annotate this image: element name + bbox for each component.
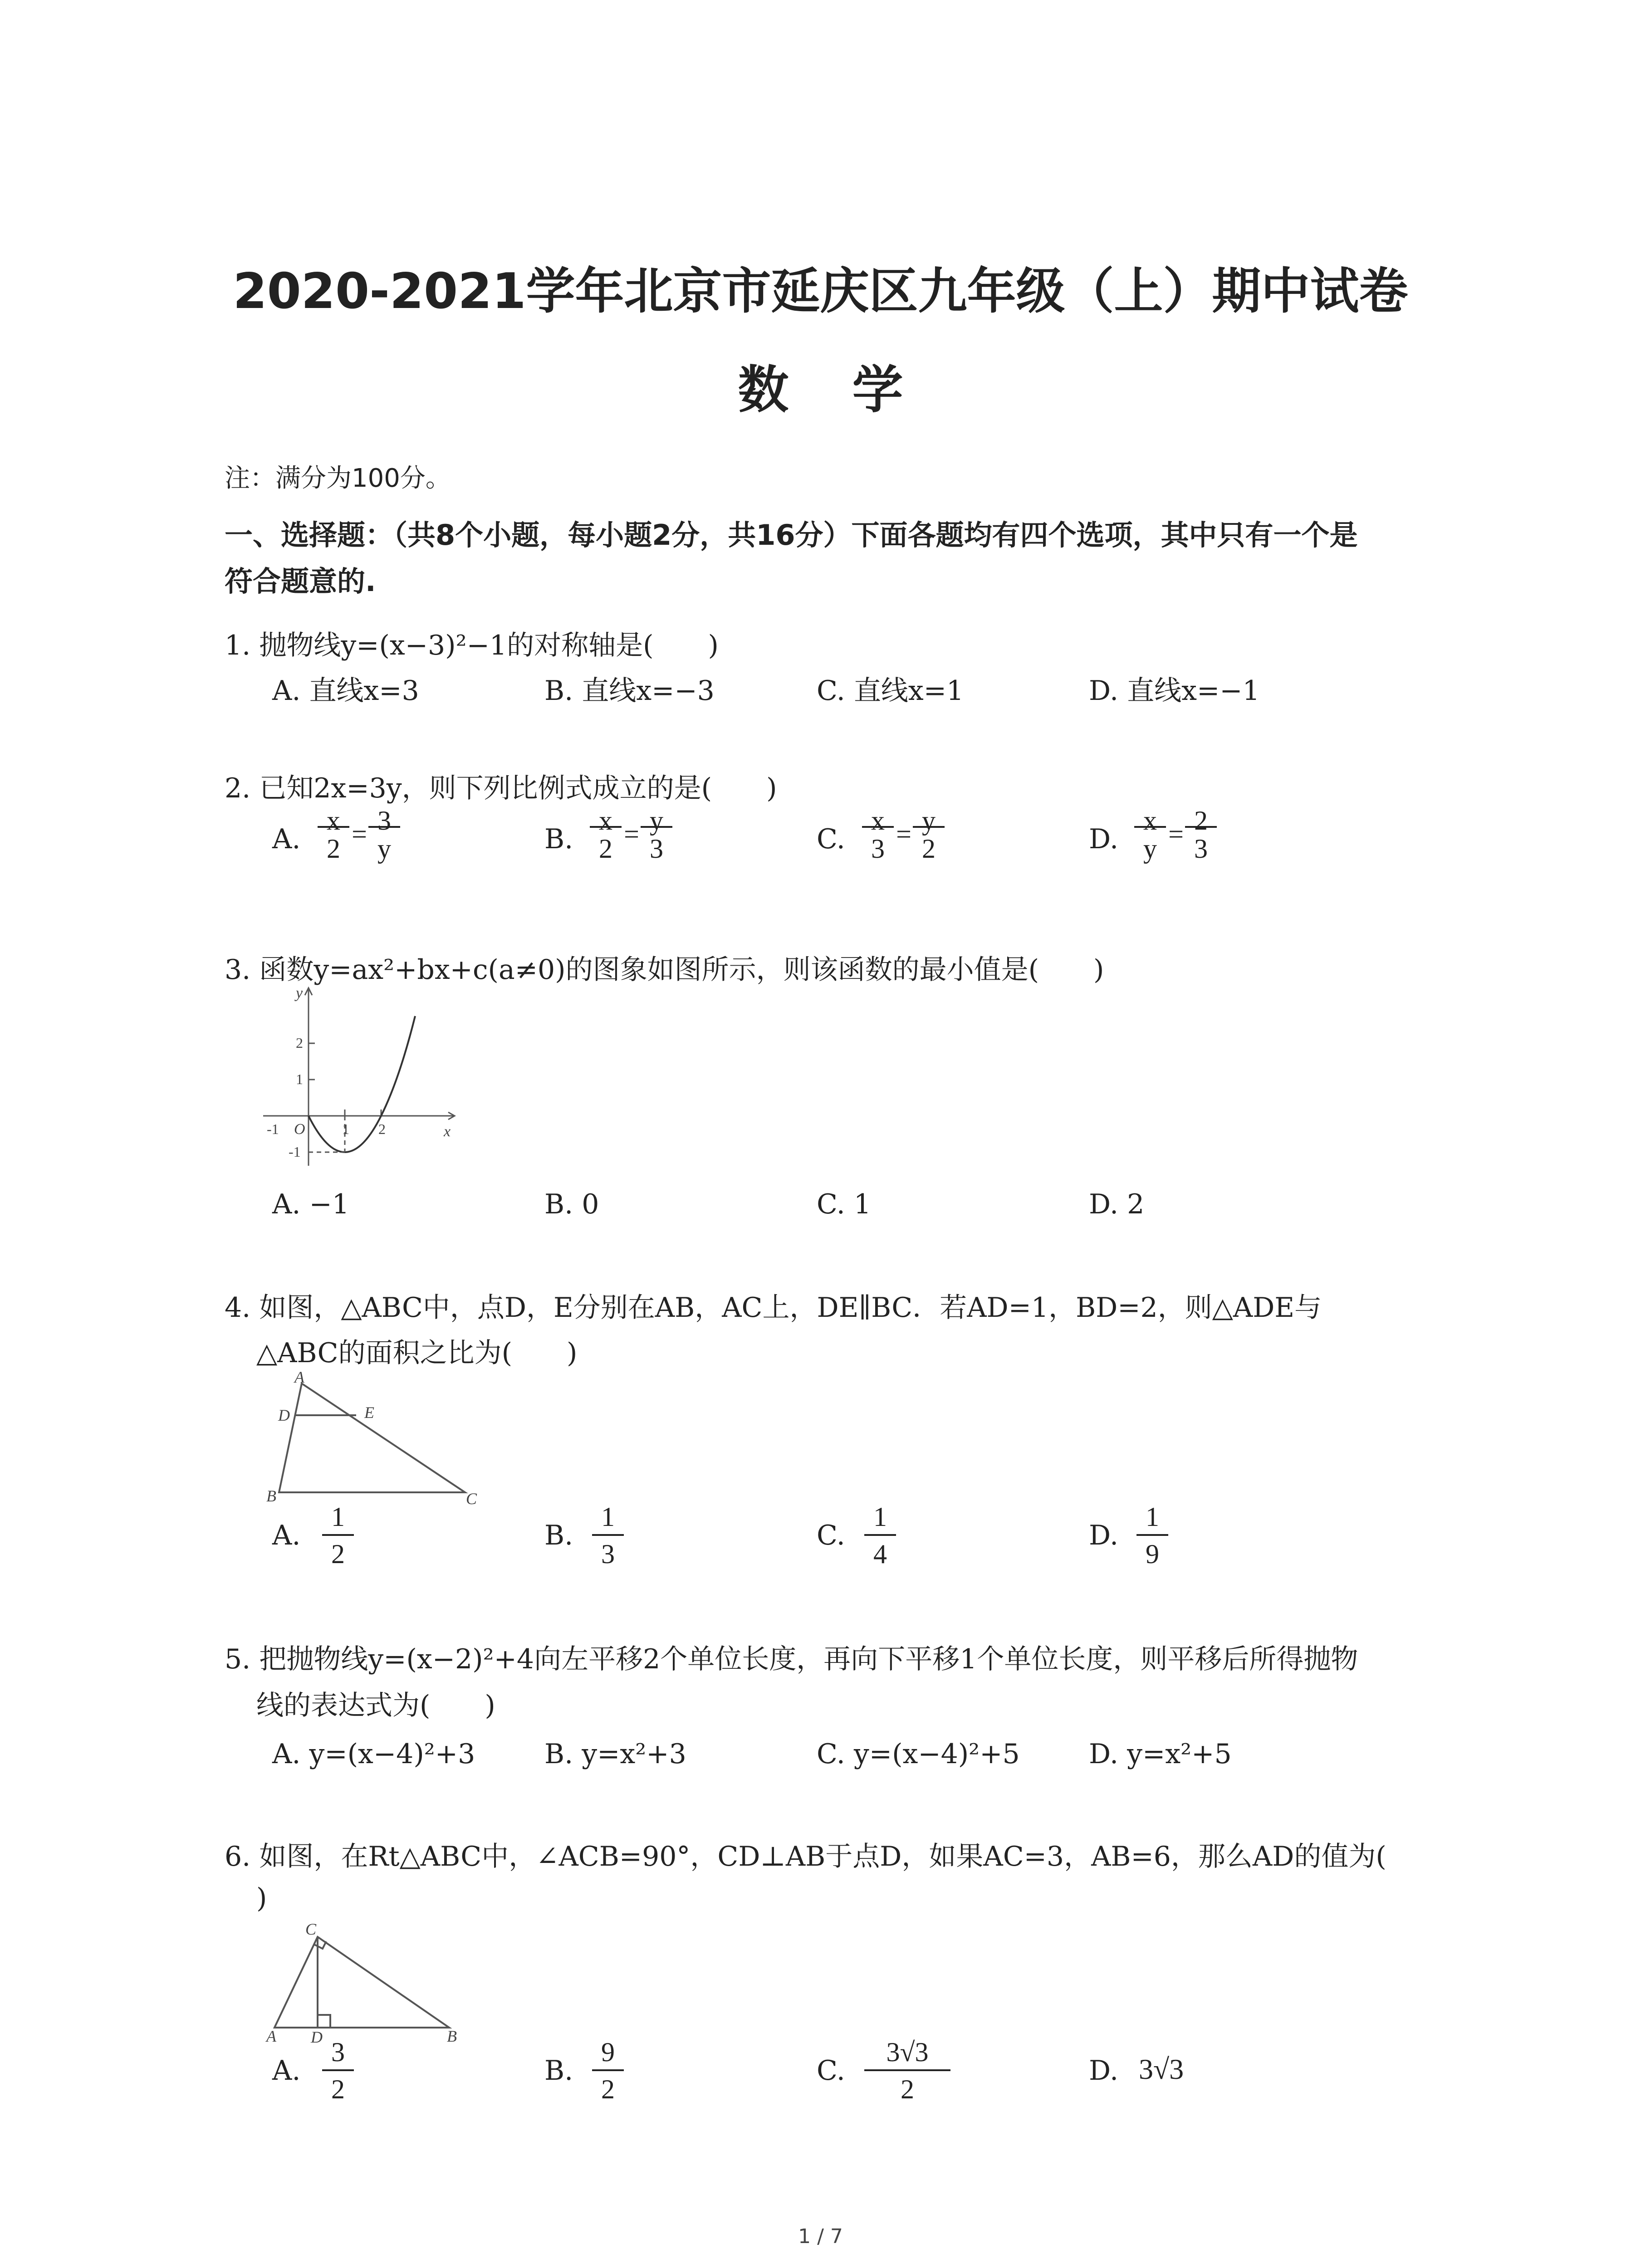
q4-option-d-fraction <box>1136 1501 1168 1569</box>
fraction-numerator: 1 <box>873 1502 887 1532</box>
q4-option-c-letter: C. <box>817 1520 845 1551</box>
q1-option-a: A. 直线x=3 <box>272 675 419 707</box>
q3-option-a: A. −1 <box>272 1188 349 1220</box>
fraction-bar <box>368 826 400 828</box>
q4-stem-line1: 4. 如图，△ABC中，点D，E分别在AB，AC上，DE∥BC．若AD=1，BD=2，则△ADE与 <box>225 1292 1322 1324</box>
page-number: 1 / 7 <box>798 2225 843 2248</box>
q4-option-c-fraction <box>864 1501 896 1569</box>
fraction-numerator: x <box>871 806 885 836</box>
q2-option-c-equation <box>862 805 948 887</box>
fraction-numerator: x <box>327 806 340 836</box>
q6-right-triangle-figure <box>265 1921 465 2043</box>
fraction-denominator: 3 <box>650 834 663 864</box>
q5-option-c: C. y=(x−4)²+5 <box>817 1738 1020 1770</box>
fraction-denominator: 4 <box>873 1539 887 1569</box>
fraction-numerator: 3 <box>377 806 391 836</box>
q1-option-c: C. 直线x=1 <box>817 675 964 707</box>
q2-option-d-equation <box>1134 805 1220 887</box>
q6-option-b-fraction <box>592 2037 624 2105</box>
q3-stem: 3. 函数y=ax²+bx+c(a≠0)的图象如图所示，则该函数的最小值是( ) <box>225 954 1104 986</box>
fraction-bar <box>1136 1534 1168 1536</box>
x-axis-label: x <box>444 1123 451 1140</box>
fraction-denominator: 2 <box>901 2074 914 2104</box>
x-tick-label-2: 2 <box>378 1121 386 1137</box>
triangle-abc <box>274 1937 449 2028</box>
q5-option-a: A. y=(x−4)²+3 <box>272 1738 475 1770</box>
fraction-denominator: 3 <box>871 834 885 864</box>
fraction-denominator: y <box>1143 834 1157 864</box>
vertex-c-label: C <box>305 1921 317 1938</box>
fraction-denominator: 2 <box>331 2074 345 2104</box>
fraction-numerator: 1 <box>1146 1502 1159 1532</box>
q6-option-c-fraction <box>864 2037 950 2105</box>
equals-sign: = <box>352 819 367 849</box>
fraction-bar <box>592 1534 624 1536</box>
q4-option-a-letter: A. <box>272 1520 301 1551</box>
y-tick-label-2: 2 <box>296 1035 303 1051</box>
fraction-bar <box>641 826 672 828</box>
q2-option-d-letter: D. <box>1089 823 1119 855</box>
x-tick-label-1: 1 <box>342 1121 349 1137</box>
fraction-numerator: y <box>922 806 936 836</box>
q3-option-d: D. 2 <box>1089 1188 1145 1220</box>
q3-parabola-graph <box>259 980 463 1170</box>
right-angle-mark-d <box>318 2015 330 2028</box>
fraction-bar <box>318 826 349 828</box>
q4-option-b-letter: B. <box>544 1520 573 1551</box>
fraction-denominator: 3 <box>601 1539 615 1569</box>
section-heading-line2: 符合题意的. <box>225 565 376 598</box>
fraction-bar <box>322 2069 354 2071</box>
equals-sign: = <box>1168 819 1184 849</box>
point-d-label: D <box>311 2028 323 2043</box>
q6-option-a-fraction <box>322 2037 354 2105</box>
fraction-bar <box>1185 826 1217 828</box>
triangle-abc <box>279 1383 465 1492</box>
fraction-bar <box>592 2069 624 2071</box>
q1-option-b: B. 直线x=−3 <box>544 675 715 707</box>
fraction-numerator: 9 <box>601 2037 615 2067</box>
score-note: 注：满分为100分。 <box>225 464 451 493</box>
fraction-bar <box>913 826 945 828</box>
x-tick-label-neg1: -1 <box>267 1121 279 1137</box>
fraction-denominator: 2 <box>599 834 612 864</box>
vertex-b-label: B <box>266 1487 276 1505</box>
q2-stem: 2. 已知2x=3y，则下列比例式成立的是( ) <box>225 772 777 804</box>
fraction-bar <box>322 1534 354 1536</box>
q6-option-b-letter: B. <box>544 2055 573 2087</box>
fraction-bar <box>864 2069 950 2071</box>
q1-option-d: D. 直线x=−1 <box>1089 675 1260 707</box>
fraction-numerator: 2 <box>1194 806 1208 836</box>
q6-option-c-letter: C. <box>817 2055 845 2087</box>
equals-sign: = <box>896 819 911 849</box>
subject-title: 数学 <box>738 361 967 420</box>
q6-stem-line2: ) <box>256 1882 267 1914</box>
vertex-c-label: C <box>466 1490 477 1506</box>
fraction-denominator: 2 <box>327 834 340 864</box>
y-tick-label-neg1: -1 <box>289 1144 301 1160</box>
fraction-numerator: 1 <box>331 1502 345 1532</box>
fraction-denominator: 2 <box>331 1539 345 1569</box>
y-tick-label-1: 1 <box>296 1071 303 1087</box>
q5-stem-line2: 线的表达式为( ) <box>256 1690 495 1721</box>
fraction-denominator: 2 <box>922 834 936 864</box>
q1-stem: 1. 抛物线y=(x−3)²−1的对称轴是( ) <box>225 630 719 661</box>
q4-option-b-fraction <box>592 1501 624 1569</box>
q2-option-a-letter: A. <box>272 823 301 855</box>
q6-option-d-letter: D. <box>1089 2055 1119 2087</box>
parabola-curve <box>309 1016 415 1152</box>
q2-option-a-equation <box>318 805 404 887</box>
q3-option-c: C. 1 <box>817 1188 872 1220</box>
fraction-bar <box>862 826 894 828</box>
fraction-numerator: y <box>650 806 663 836</box>
fraction-denominator: y <box>377 834 391 864</box>
point-d-label: D <box>278 1406 290 1424</box>
q6-option-a-letter: A. <box>272 2055 301 2087</box>
fraction-numerator: 3 <box>331 2037 345 2067</box>
exam-title: 2020-2021学年北京市延庆区九年级（上）期中试卷 <box>233 263 1408 320</box>
q3-option-b: B. 0 <box>544 1188 599 1220</box>
q5-stem-line1: 5. 把抛物线y=(x−2)²+4向左平移2个单位长度，再向下平移1个单位长度，则平移后所得抛物 <box>225 1643 1358 1675</box>
fraction-numerator: 3√3 <box>886 2037 929 2067</box>
fraction-bar <box>864 1534 896 1536</box>
point-e-label: E <box>364 1403 374 1422</box>
q4-option-d-letter: D. <box>1089 1520 1119 1551</box>
y-axis-label: y <box>296 985 303 1002</box>
q4-option-a-fraction <box>322 1501 354 1569</box>
vertex-a-label: A <box>266 2027 276 2043</box>
fraction-numerator: x <box>1143 806 1157 836</box>
equals-sign: = <box>624 819 639 849</box>
q2-option-c-letter: C. <box>817 823 845 855</box>
fraction-denominator: 2 <box>601 2074 615 2104</box>
q5-option-b: B. y=x²+3 <box>544 1738 686 1770</box>
fraction-bar <box>590 826 622 828</box>
fraction-denominator: 9 <box>1146 1539 1159 1569</box>
origin-label: O <box>294 1121 305 1138</box>
fraction-numerator: x <box>599 806 612 836</box>
section-heading-line1: 一、选择题：（共8个小题，每小题2分，共16分）下面各题均有四个选项，其中只有一个是 <box>225 518 1358 552</box>
q4-stem-line2: △ABC的面积之比为( ) <box>256 1337 578 1369</box>
vertex-a-label: A <box>294 1370 304 1386</box>
vertex-b-label: B <box>447 2027 457 2043</box>
q5-option-d: D. y=x²+5 <box>1089 1738 1232 1770</box>
q4-triangle-figure <box>265 1370 479 1506</box>
fraction-numerator: 1 <box>601 1502 615 1532</box>
fraction-denominator: 3 <box>1194 834 1208 864</box>
fraction-bar <box>1134 826 1166 828</box>
q6-stem-line1: 6. 如图，在Rt△ABC中，∠ACB=90°，CD⊥AB于点D，如果AC=3，AB=6，那么AD的值为( <box>225 1841 1386 1872</box>
q6-option-d-value: 3√3 <box>1139 2053 1184 2085</box>
q2-option-b-equation <box>590 805 676 887</box>
q2-option-b-letter: B. <box>544 823 573 855</box>
